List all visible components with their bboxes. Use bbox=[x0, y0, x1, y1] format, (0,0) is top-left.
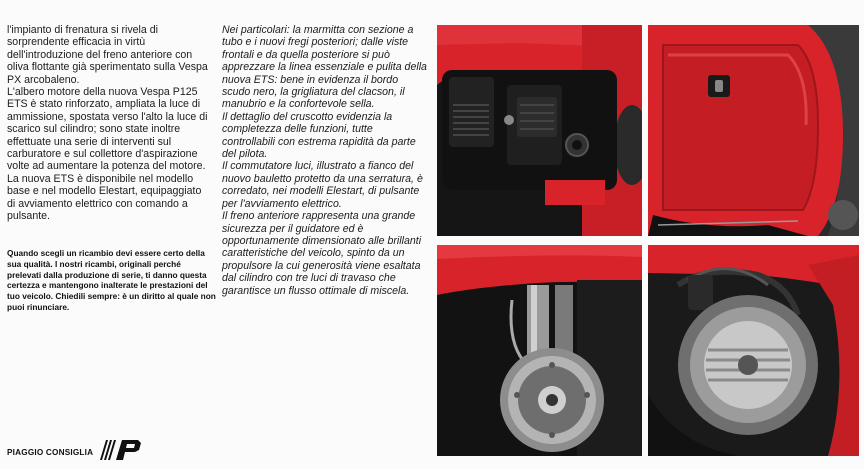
right-paragraph-1: Nei particolari: la marmitta con sezione a tubo e i nuovi fregi posteriori; dalle viste frontali e da quella posteriore si può apprezzare la linea essenziale e pulita della nuova ETS: bene in evidenza il bordo scudo nero, la grigliatura del clacson, il manubrio e la confortevole sella. bbox=[222, 24, 427, 111]
photo-front-brake bbox=[437, 245, 642, 456]
right-paragraph-4: Il freno anteriore rappresenta una grande sicurezza per il guidatore ed è opportunamente dimensionato alle brillanti caratteristiche del veicolo, spinto da un propulsore la cui generosità viene esaltata dal cilindro con tre luci di travaso che garantisce un flusso ottimale di miscela. bbox=[222, 210, 422, 297]
photo-light-switch bbox=[437, 25, 642, 236]
piaggio-logo-icon bbox=[98, 439, 148, 461]
left-paragraph-3: La nuova ETS è disponibile nel modello base e nel modello Elestart, equipaggiato di avviamento elettrico con comando a pulsante. bbox=[7, 172, 202, 223]
photo-engine bbox=[648, 245, 859, 456]
right-paragraph-2: Il dettaglio del cruscotto evidenzia la completezza delle funzioni, tutte controllabili con estrema rapidità da parte del pilota. bbox=[222, 110, 416, 161]
right-text-column bbox=[222, 24, 427, 297]
spare-parts-note: Quando scegli un ricambio devi essere certo della sua qualità. I nostri ricambi, originali perché prelevati dalla produzione di serie, ti danno questa certezza e mantengono inalterate le prestazioni del tuo veicolo. Chiedili sempre: è un diritto al quale non puoi rinunciare. bbox=[7, 248, 216, 312]
photo-glove-box bbox=[648, 25, 859, 236]
left-text-column bbox=[7, 24, 212, 223]
left-paragraph-2: L'albero motore della nuova Vespa P125 ETS è stato rinforzato, ampliata la luce di ammissione, spostata verso l'alto la luce di scarico sul cilindro; sono state inoltre effettuate una serie di interventi sul carburatore e sul collettore d'aspirazione volte ad aumentare la potenza del motore. bbox=[7, 86, 208, 173]
footer-brand: PIAGGIO CONSIGLIA bbox=[7, 448, 94, 457]
left-paragraph-1: l'impianto di frenatura si rivela di sorprendente efficacia in virtù dell'introduzione del freno anteriore con oliva flottante già sperimentato sulla Vespa PX arcobaleno. bbox=[7, 24, 208, 86]
right-paragraph-3: Il commutatore luci, illustrato a fianco del nuovo bauletto protetto da una serratura, è corredato, nei modelli Elestart, di pulsante per l'avviamento elettrico. bbox=[222, 160, 423, 210]
